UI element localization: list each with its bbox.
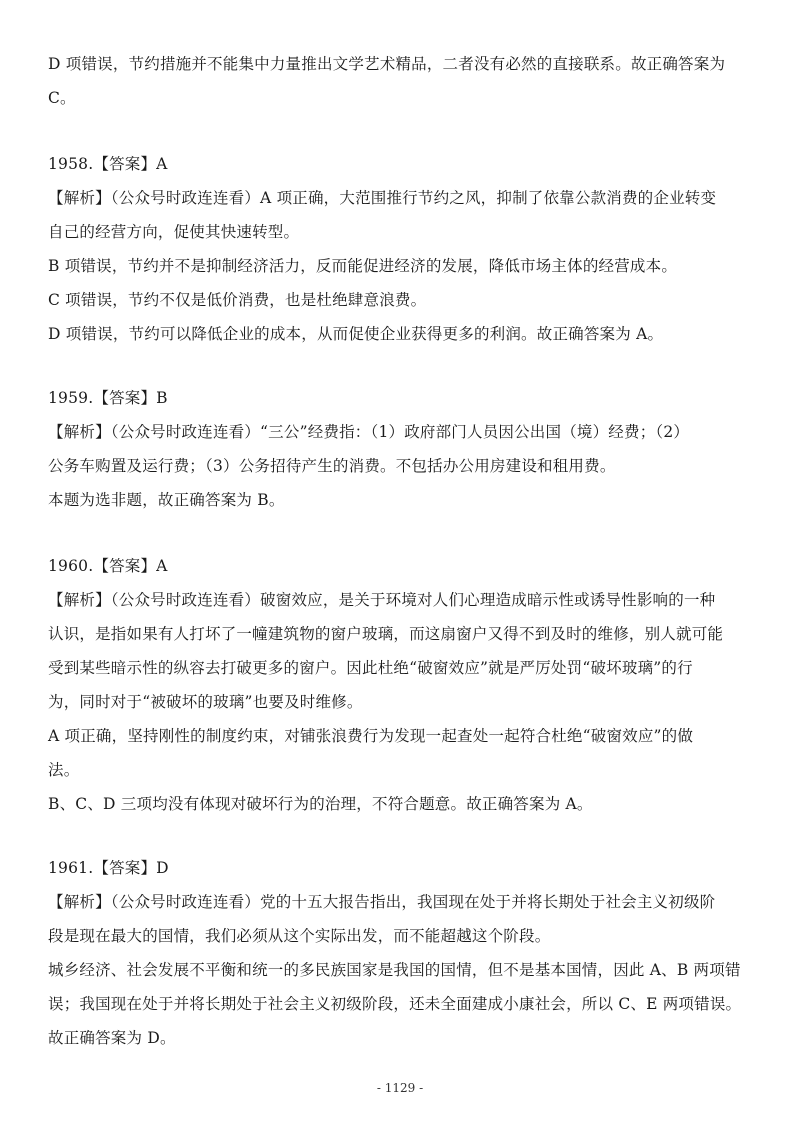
explanation-line: 【解析】（公众号时政连连看）A 项正确，大范围推行节约之风，抑制了依靠公款消费的企业转变 bbox=[48, 189, 717, 207]
answer-heading-1961: 1961.【答案】D bbox=[48, 859, 169, 877]
intro-line-1: D 项错误，节约措施并不能集中力量推出文学艺术精品，二者没有必然的直接联系。故正确答案为 bbox=[48, 55, 726, 73]
explanation-line: 法。 bbox=[48, 761, 80, 779]
answer-heading-1958: 1958.【答案】A bbox=[48, 155, 168, 173]
explanation-line: 自己的经营方向，促使其快速转型。 bbox=[48, 223, 300, 241]
explanation-line: A 项正确，坚持刚性的制度约束，对铺张浪费行为发现一起查处一起符合杜绝“破窗效应”的做 bbox=[48, 727, 694, 745]
explanation-line: 【解析】（公众号时政连连看）破窗效应，是关于环境对人们心理造成暗示性或诱导性影响的一种 bbox=[48, 591, 716, 609]
explanation-line: 为，同时对于“被破坏的玻璃”也要及时维修。 bbox=[48, 693, 363, 711]
explanation-line: 公务车购置及运行费；（3）公务招待产生的消费。不包括办公用房建设和租用费。 bbox=[48, 457, 616, 475]
explanation-line: 段是现在最大的国情，我们必须从这个实际出发，而不能超越这个阶段。 bbox=[48, 927, 551, 945]
explanation-line: 城乡经济、社会发展不平衡和统一的多民族国家是我国的国情，但不是基本国情，因此 A、B 两项错 bbox=[48, 961, 741, 979]
answer-heading-1959: 1959.【答案】B bbox=[48, 389, 168, 407]
explanation-line: 故正确答案为 D。 bbox=[48, 1029, 176, 1047]
explanation-line: 认识，是指如果有人打坏了一幢建筑物的窗户玻璃，而这扇窗户又得不到及时的维修，别人就可能 bbox=[48, 625, 724, 643]
explanation-line: 受到某些暗示性的纵容去打破更多的窗户。因此杜绝“破窗效应”就是严厉处罚“破坏玻璃”的行 bbox=[48, 659, 693, 677]
page-number: - 1129 - bbox=[376, 1081, 424, 1095]
explanation-line: 【解析】（公众号时政连连看）党的十五大报告指出，我国现在处于并将长期处于社会主义初级阶 bbox=[48, 893, 716, 911]
explanation-line: B 项错误，节约并不是抑制经济活力，反而能促进经济的发展，降低市场主体的经营成本。 bbox=[48, 257, 678, 275]
explanation-line: 本题为选非题，故正确答案为 B。 bbox=[48, 491, 285, 509]
explanation-line: C 项错误，节约不仅是低价消费，也是杜绝肆意浪费。 bbox=[48, 291, 427, 309]
explanation-line: 误；我国现在处于并将长期处于社会主义初级阶段，还未全面建成小康社会，所以 C、E 两项错误。 bbox=[48, 995, 742, 1013]
explanation-line: D 项错误，节约可以降低企业的成本，从而促使企业获得更多的利润。故正确答案为 A。 bbox=[48, 325, 664, 343]
explanation-line: B、C、D 三项均没有体现对破坏行为的治理，不符合题意。故正确答案为 A。 bbox=[48, 795, 593, 813]
answer-heading-1960: 1960.【答案】A bbox=[48, 557, 168, 575]
explanation-line: 【解析】（公众号时政连连看）“三公”经费指：（1）政府部门人员因公出国（境）经费；（2） bbox=[48, 423, 690, 441]
intro-line-2: C。 bbox=[48, 89, 76, 107]
